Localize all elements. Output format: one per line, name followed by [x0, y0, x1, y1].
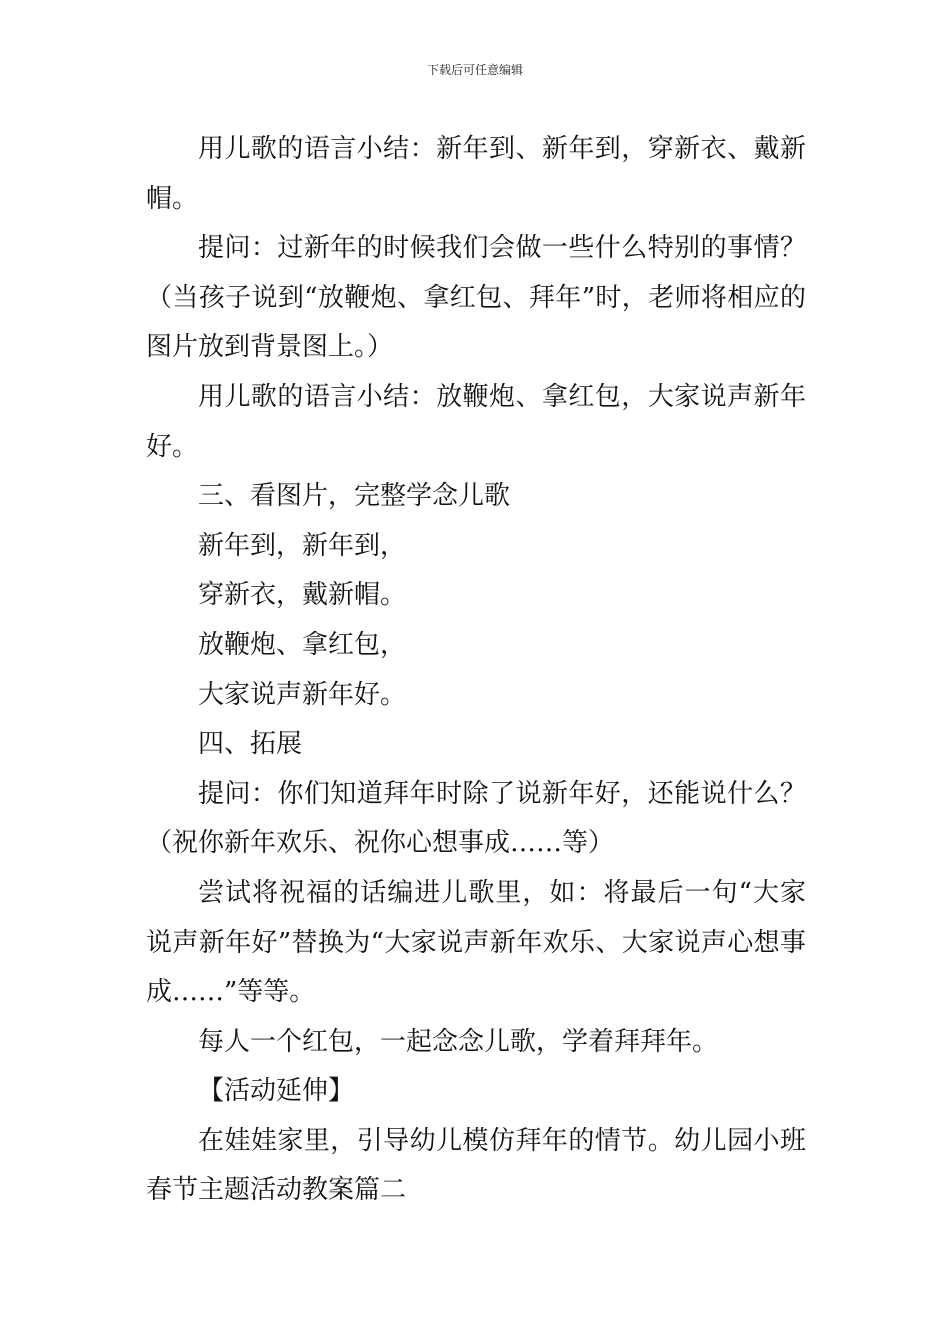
- section-heading-extension: 【活动延伸】: [198, 1076, 355, 1107]
- section-heading-4: 四、拓展: [198, 729, 303, 760]
- song-line-1: 新年到，新年到，: [198, 530, 407, 561]
- section-heading-3: 三、看图片，完整学念儿歌: [198, 481, 511, 512]
- paragraph-summary-2: 用儿歌的语言小结：放鞭炮、拿红包，大家说声新年好。: [146, 381, 806, 462]
- paragraph-question-1: 提问：过新年的时候我们会做一些什么特别的事情？（当孩子说到“放鞭炮、拿红包、拜年”时，老师将相应的图片放到背景图上。）: [146, 233, 806, 363]
- song-line-2: 穿新衣，戴新帽。: [198, 580, 407, 611]
- paragraph-try: 尝试将祝福的话编进儿歌里，如：将最后一句“大家说声新年好”替换为“大家说声新年欢乐、大家说声心想事成……”等等。: [146, 877, 806, 1008]
- paragraph-red-envelope: 每人一个红包，一起念念儿歌，学着拜拜年。: [198, 1026, 719, 1057]
- document-body: [146, 125, 806, 1216]
- page-header: 下载后可任意编辑: [426, 63, 523, 77]
- song-line-3: 放鞭炮、拿红包，: [198, 629, 407, 660]
- paragraph-question-2: 提问：你们知道拜年时除了说新年好，还能说什么？（祝你新年欢乐、祝你心想事成……等）: [146, 778, 806, 859]
- paragraph-summary-1: 用儿歌的语言小结：新年到、新年到，穿新衣、戴新帽。: [146, 134, 806, 214]
- song-line-4: 大家说声新年好。: [198, 679, 407, 710]
- paragraph-extension: 在娃娃家里，引导幼儿模仿拜年的情节。幼儿园小班春节主题活动教案篇二: [146, 1125, 806, 1206]
